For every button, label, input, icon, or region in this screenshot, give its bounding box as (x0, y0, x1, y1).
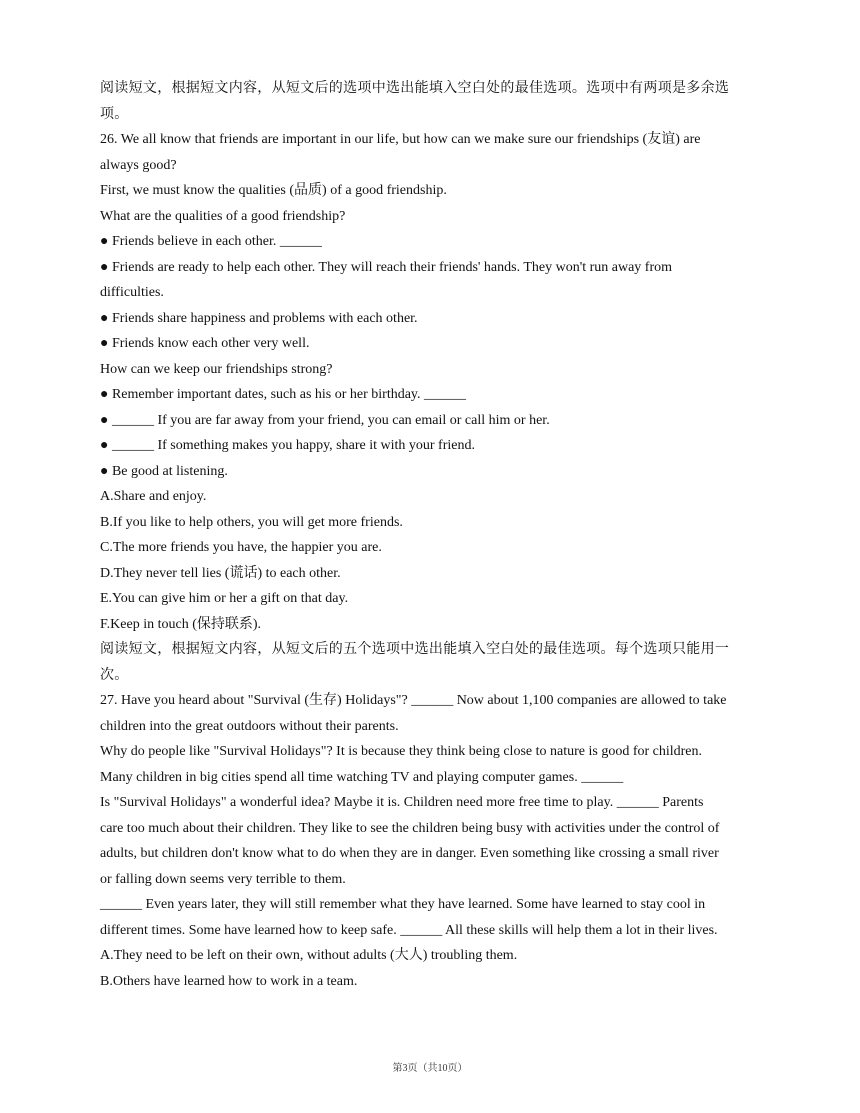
instruction-line: 项。 (100, 106, 129, 122)
option-b: B.Others have learned how to work in a team. (100, 973, 358, 989)
bullet-line: ● Friends share happiness and problems with each other. (100, 310, 418, 326)
passage-line: What are the qualities of a good friendship? (100, 208, 346, 224)
bullet-line: ● Be good at listening. (100, 463, 228, 479)
option-f: F.Keep in touch (保持联系). (100, 616, 262, 632)
instruction-line: 次。 (100, 667, 129, 683)
section-1 (100, 76, 765, 637)
passage-line: 27. Have you heard about "Survival (生存) Holidays"? ______ Now about 1,100 companies are allowed to take (100, 693, 727, 708)
passage-line: How can we keep our friendships strong? (100, 361, 333, 377)
section-2 (100, 637, 765, 994)
passage-line: children into the great outdoors without their parents. (100, 718, 399, 734)
option-d: D.They never tell lies (谎话) to each other. (100, 565, 341, 581)
bullet-line: ● ______ If you are far away from your friend, you can email or call him or her. (100, 412, 550, 428)
instruction-line: 阅读短文，根据短文内容，从短文后的选项中选出能填入空白处的最佳选项。选项中有两项是多余选 (100, 81, 730, 96)
passage-line: Is "Survival Holidays" a wonderful idea? Maybe it is. Children need more free time to play. ______ Parents (100, 795, 704, 810)
passage-line: different times. Some have learned how to keep safe. ______ All these skills will help them a lot in their lives. (100, 922, 718, 938)
option-e: E.You can give him or her a gift on that day. (100, 591, 349, 606)
passage-line: care too much about their children. They like to see the children being busy with activities under the control of (100, 820, 720, 836)
bullet-line: ● Friends are ready to help each other. They will reach their friends' hands. They won't run away from (100, 259, 673, 275)
document-page (100, 76, 765, 994)
passage-line: adults, but children don't know what to do when they are in danger. Even something like crossing a small river (100, 846, 719, 861)
passage-line: Many children in big cities spend all time watching TV and playing computer games. ______ (100, 769, 624, 785)
option-a: A.Share and enjoy. (100, 489, 207, 504)
page-footer: 第3页（共10页） (392, 1063, 468, 1074)
bullet-line: ● Remember important dates, such as his or her birthday. ______ (100, 387, 467, 402)
option-a: A.They need to be left on their own, without adults (大人) troubling them. (100, 948, 518, 963)
passage-line: or falling down seems very terrible to them. (100, 871, 346, 887)
passage-line: 26. We all know that friends are important in our life, but how can we make sure our friendships (友谊) are (100, 132, 701, 147)
passage-line: Why do people like "Survival Holidays"? It is because they think being close to nature is good for children. (100, 744, 703, 759)
instruction-line: 阅读短文，根据短文内容，从短文后的五个选项中选出能填入空白处的最佳选项。每个选项只能用一 (100, 642, 730, 657)
passage-line: difficulties. (100, 285, 164, 300)
passage-line: ______ Even years later, they will still remember what they have learned. Some have learned to stay cool in (100, 897, 706, 912)
passage-line: always good? (100, 157, 177, 173)
bullet-line: ● Friends know each other very well. (100, 336, 310, 351)
option-b: B.If you like to help others, you will get more friends. (100, 514, 403, 530)
option-c: C.The more friends you have, the happier you are. (100, 540, 382, 555)
bullet-line: ● Friends believe in each other. ______ (100, 234, 322, 249)
passage-line: First, we must know the qualities (品质) of a good friendship. (100, 183, 447, 198)
bullet-line: ● ______ If something makes you happy, share it with your friend. (100, 438, 475, 453)
